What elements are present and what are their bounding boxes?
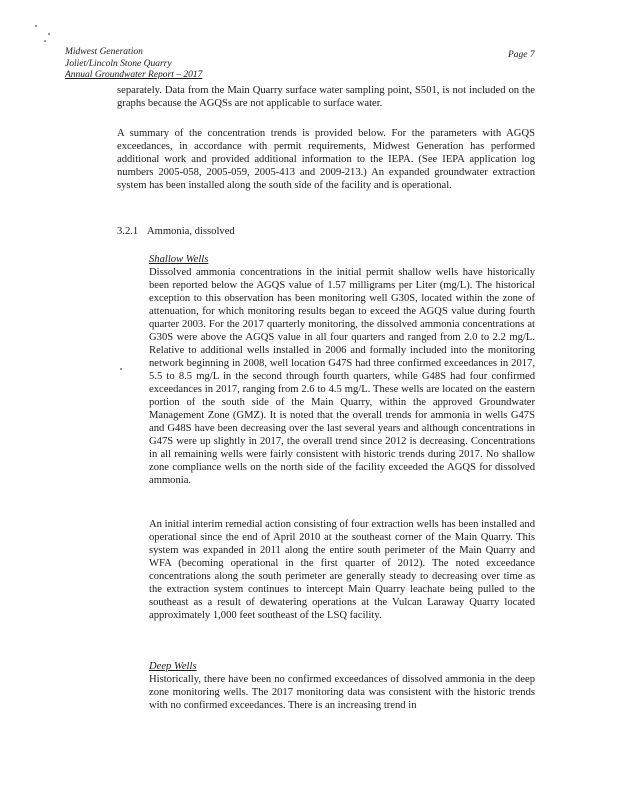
scan-speck (120, 368, 122, 370)
scan-speck (35, 25, 37, 27)
section-heading (117, 226, 235, 237)
summary-paragraph: A summary of the concentration trends is provided below. For the parameters with AGQS exceedances, in accordance with permit requirements, Midwest Generation has performed additional work and provided additional information to the IEPA. (See IEPA application log numbers 2005-058, 2005-059, 2005-413 and 2009-213.) An expanded groundwater extraction system has been installed along the south side of the facility and is operational. (117, 128, 535, 191)
shallow-wells-section (149, 253, 535, 487)
scan-speck (44, 40, 46, 42)
deep-wells-heading: Deep Wells (149, 661, 197, 672)
remedial-action-paragraph: An initial interim remedial action consisting of four extraction wells has been installed and operational since the end of April 2010 at the southeast corner of the Main Quarry. This system was expanded in 2011 along the entire south perimeter of the Main Quarry and WFA (becoming operational in the first quarter of 2012). The noted exceedance concentrations along the south perimeter are generally steady to decreasing over time as the extraction system continues to intercept Main Quarry leachate being pulled to the southeast as a result of dewatering operations at the Vulcan Laraway Quarry located approximately 1,000 feet southeast of the LSQ facility. (149, 519, 535, 621)
section-title: Ammonia, dissolved (147, 226, 235, 237)
shallow-wells-heading: Shallow Wells (149, 254, 209, 265)
section-number: 3.2.1 (117, 226, 139, 237)
header-company: Midwest Generation (65, 47, 143, 57)
deep-wells-section (149, 660, 535, 712)
page-number: Page 7 (508, 50, 535, 60)
scan-speck (48, 33, 50, 35)
intro-paragraph: separately. Data from the Main Quarry surface water sampling point, S501, is not included on the graphs because the AGQSs are not applicable to surface water. (117, 85, 535, 109)
deep-wells-paragraph: Historically, there have been no confirmed exceedances of dissolved ammonia in the deep zone monitoring wells. The 2017 monitoring data was consistent with the historic trends with no confirmed exceedances. There is an increasing trend in (149, 674, 535, 711)
header-site: Joliet/Lincoln Stone Quarry (65, 58, 172, 69)
shallow-wells-paragraph: Dissolved ammonia concentrations in the initial permit shallow wells have historically been reported below the AGQS value of 1.57 milligrams per Liter (mg/L). The historical exception to this observation has been monitoring well G30S, located within the zone of attenuation, for which monitoring results began to exceed the AGQS value during fourth quarter 2003. For the 2017 quarterly monitoring, the dissolved ammonia concentrations at G30S were above the AGQS value in all four quarters and ranged from 2.0 to 2.2 mg/L. Relative to additional wells installed in 2006 and formally included into the monitoring network beginning in 2008, well location G47S had three confirmed exceedances in 2017, 5.5 to 8.5 mg/L in the second through fourth quarters, while G48S had four confirmed exceedances in 2017, ranging from 2.6 to 4.5 mg/L. These wells are located on the eastern portion of the south side of the Main Quarry, within the approved Groundwater Management Zone (GMZ). It is noted that the overall trends for ammonia in wells G47S and G48S have been decreasing over the last several years and although concentrations in G47S were up slightly in 2017, the overall trend since 2012 is decreasing. Concentrations in all remaining wells were fairly consistent with historic trends during 2017. No shallow zone compliance wells on the north side of the facility exceeded the AGQS for dissolved ammonia. (149, 267, 535, 486)
header-report-title: Annual Groundwater Report – 2017 (65, 70, 203, 80)
page-header (65, 47, 202, 82)
